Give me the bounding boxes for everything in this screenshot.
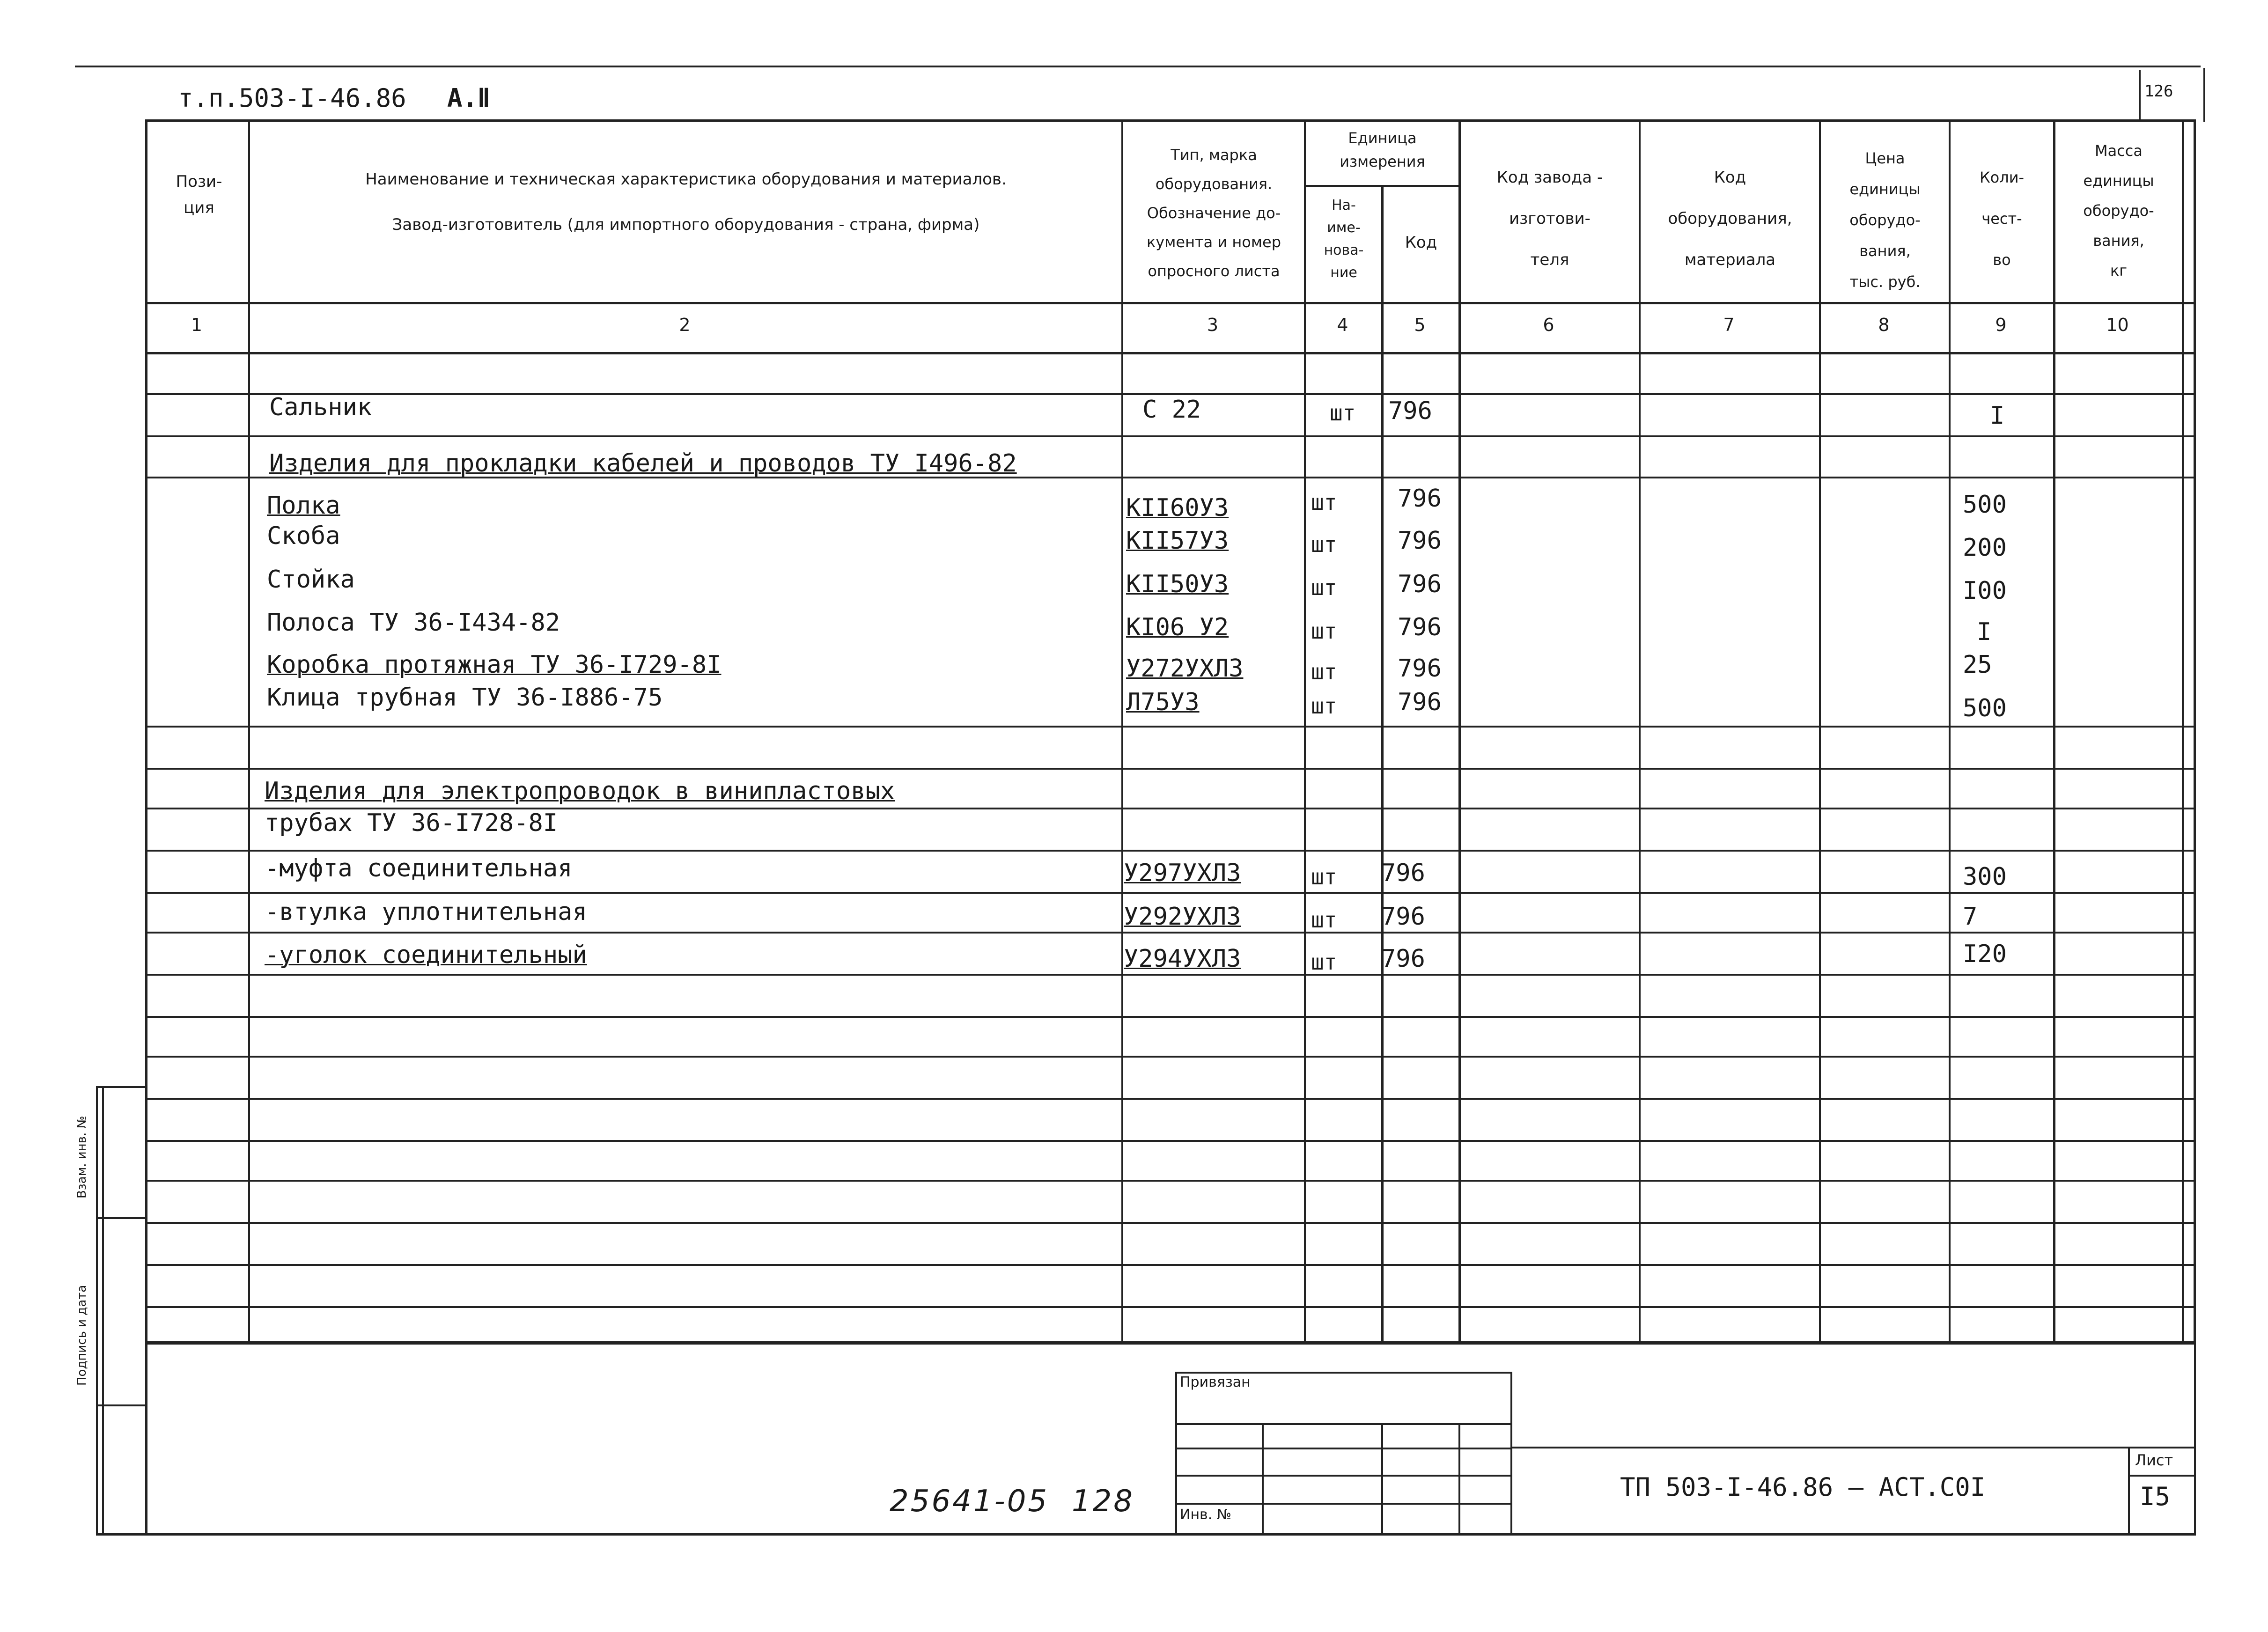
row-1-type: С 22 [1142,396,1201,424]
colnum-3: 3 [1207,315,1219,335]
row-6-code: 796 [1398,613,1442,641]
row-5-unit: шт [1311,575,1337,600]
row-10-name: трубах ТУ 36-I728-8I [265,809,558,837]
header-position: Пози- ция [176,172,222,217]
row-13-code: 796 [1381,945,1425,973]
row-1-name: Сальник [269,393,372,421]
sheet-label: Лист [2135,1451,2173,1469]
header-bottom-line [145,302,2196,304]
header-unit: Единица измерения [1340,129,1425,170]
row-12-name: -втулка уплотнительная [265,898,587,926]
row-11-type: У297УХЛ3 [1124,859,1241,887]
row-8-unit: шт [1311,693,1337,719]
row-11-name: -муфта соединительная [265,854,573,882]
row-13-unit: шт [1311,949,1337,975]
inv-no-label: Инв. № [1180,1507,1232,1523]
stamp-number: 25641-05 128 [890,1484,1134,1519]
row-2-name: Изделия для прокладки кабелей и проводов ТУ I496-82 [269,449,1017,478]
privyazan-label: Привязан [1180,1374,1251,1390]
row-4-type: КII57У3 [1126,527,1229,555]
sheet-number: I5 [2140,1482,2171,1511]
row-8-type: Л75У3 [1126,688,1200,716]
colnum-10: 10 [2106,315,2129,335]
row-13-name: -уголок соединительный [265,941,587,969]
row-11-unit: шт [1311,864,1337,890]
side-label-signature: Подпись и дата [75,1285,89,1386]
row-12-qty: 7 [1963,903,1978,931]
header-factory-code: Код завода - изготови- теля [1496,168,1603,269]
row-5-qty: I00 [1963,577,2007,605]
row-8-qty: 500 [1963,694,2007,722]
album-label: А.Ⅱ [447,83,490,113]
top-rule [75,66,2201,67]
row-5-type: КII50У3 [1126,570,1229,598]
colnum-9: 9 [1995,315,2007,335]
row-3-unit: шт [1311,490,1337,515]
doc-code-top: т.п.503-I-46.86 [178,83,406,113]
row-13-type: У294УХЛ3 [1124,945,1241,973]
row-7-code: 796 [1398,654,1442,683]
row-5-code: 796 [1398,570,1442,598]
header-price: Цена единицы оборудо- вания, тыс. руб. [1849,149,1921,291]
row-4-qty: 200 [1963,534,2007,562]
row-1-unit: шт [1330,400,1356,426]
row-5-name: Стойка [267,566,355,594]
header-type: Тип, марка оборудования. Обозначение до- кумента и номер опросного листа [1146,146,1281,280]
colnum-bottom-line [145,352,2196,354]
row-7-qty: 25 [1963,651,1992,679]
row-3-name: Полка [267,492,340,520]
row-3-type: КII60У3 [1126,494,1229,522]
header-mass: Масса единицы оборудо- вания, кг [2083,142,2154,279]
row-6-qty: I [1977,618,1992,646]
colnum-4: 4 [1337,315,1348,335]
colnum-5: 5 [1414,315,1426,335]
row-6-unit: шт [1311,618,1337,644]
row-1-code: 796 [1388,397,1432,425]
colnum-8: 8 [1878,315,1890,335]
row-11-qty: 300 [1963,863,2007,891]
row-12-type: У292УХЛ3 [1124,903,1241,931]
side-label-replace-inv: Взам. инв. № [75,1116,89,1198]
row-12-unit: шт [1311,907,1337,933]
row-8-name: Клица трубная ТУ 36-I886-75 [267,684,663,712]
header-quantity: Коли- чест- во [1979,169,2025,269]
row-11-code: 796 [1381,859,1425,887]
header-name-2: Завод-изготовитель (для импортного оборудования - страна, фирма) [392,215,980,234]
row-6-name: Полоса ТУ 36-I434-82 [267,609,560,637]
header-equipment-code: Код оборудования, материала [1668,168,1792,269]
colnum-2: 2 [679,315,691,335]
header-name-1: Наименование и техническая характеристика оборудования и материалов. [365,170,1007,189]
row-12-code: 796 [1381,903,1425,931]
header-unit-name: На- име- нова- ние [1324,197,1364,281]
colnum-1: 1 [191,315,203,335]
colnum-7: 7 [1723,315,1735,335]
row-9-name: Изделия для электропроводок в винипластовых [265,777,895,805]
footer-doc-code: ТП 503-I-46.86 — АСТ.С0I [1620,1472,1986,1502]
row-4-name: Скоба [267,522,340,550]
row-3-qty: 500 [1963,491,2007,519]
row-7-name: Коробка протяжная ТУ 36-I729-8I [267,651,722,679]
row-7-unit: шт [1311,659,1337,684]
row-4-code: 796 [1398,527,1442,555]
row-1-qty: I [1990,402,2005,430]
row-13-qty: I20 [1963,940,2007,968]
row-6-type: КI06 У2 [1126,613,1229,641]
row-7-type: У272УХЛ3 [1126,654,1244,683]
header-unit-code: Код [1405,233,1437,252]
row-8-code: 796 [1398,688,1442,716]
colnum-6: 6 [1543,315,1554,335]
row-4-unit: шт [1311,532,1337,557]
row-3-code: 796 [1398,485,1442,513]
sheet-corner-number: 126 [2144,82,2173,101]
